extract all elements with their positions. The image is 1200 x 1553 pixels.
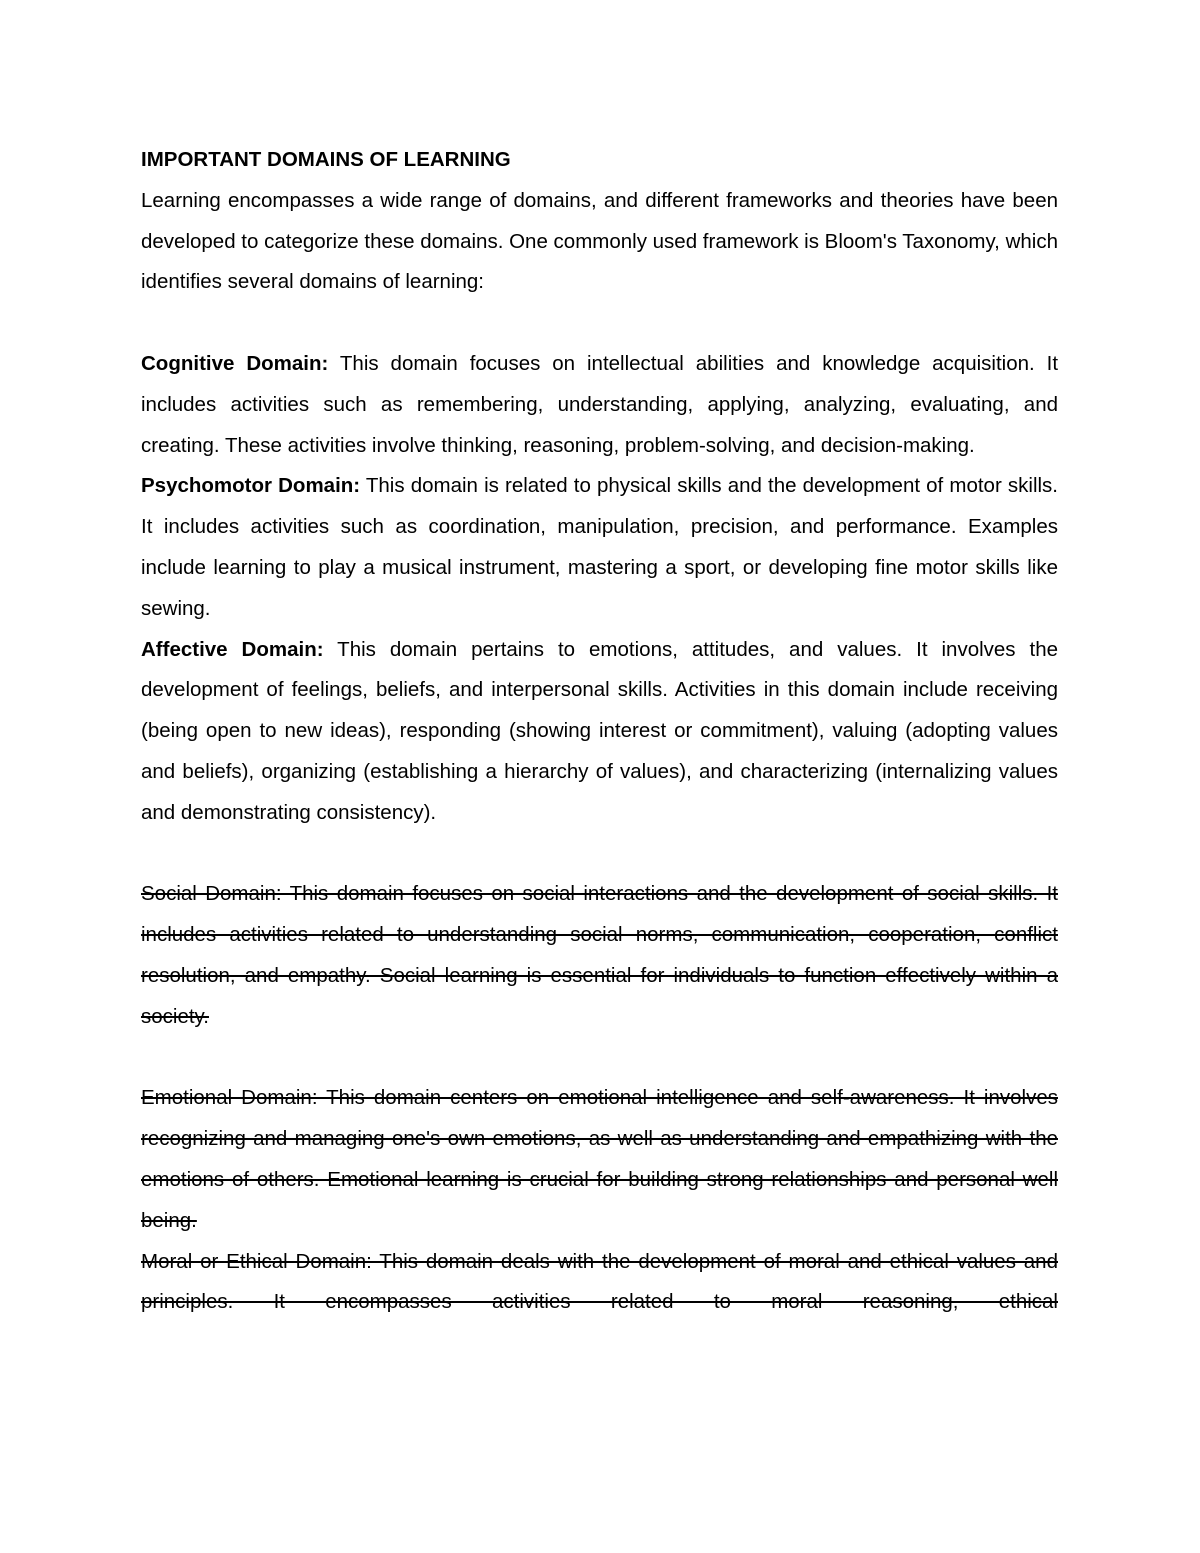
cognitive-domain-term: Cognitive Domain:	[141, 351, 329, 375]
intro-paragraph: Learning encompasses a wide range of domains, and different frameworks and theories have been developed to categorize these domains. One commonly used framework is Bloom's Taxonomy, which identifies several domains of learning:	[141, 188, 1058, 294]
paragraph-spacer	[141, 303, 1058, 344]
document-title: IMPORTANT DOMAINS OF LEARNING	[141, 148, 511, 171]
social-domain-paragraph: Social Domain: This domain focuses on social interactions and the development of social skills. It includes activities related to understanding social norms, communication, cooperation, conflict resolution, and empathy. Social learning is essential for individuals to function effectively within a society.	[141, 882, 1058, 1028]
cognitive-domain-text: This domain focuses on intellectual abilities and knowledge acquisition. It includes activities such as remembering, understanding, applying, analyzing, evaluating, and creating. These activities involve thinking, reasoning, problem-solving, and decision-making.	[141, 351, 1059, 457]
affective-domain-text: This domain pertains to emotions, attitudes, and values. It involves the development of feelings, beliefs, and interpersonal skills. Activities in this domain include receiving (being open to new ideas), responding (showing interest or commitment), valuing (adopting values and beliefs), organizing (establishing a hierarchy of values), and characterizing (internalizing values and demonstrating consistency).	[141, 637, 1059, 824]
cognitive-domain-paragraph	[141, 344, 1058, 466]
paragraph-spacer	[141, 834, 1058, 875]
psychomotor-domain-term: Psychomotor Domain:	[141, 474, 361, 498]
document-page	[141, 140, 1058, 1323]
affective-domain-term: Affective Domain:	[141, 637, 324, 661]
affective-domain-paragraph	[141, 630, 1058, 834]
emotional-domain-paragraph: Emotional Domain: This domain centers on emotional intelligence and self-awareness. It involves recognizing and managing one's own emotions, as well as understanding and empathizing with the emotions of others. Emotional learning is crucial for building strong relationships and personal well being.	[141, 1086, 1058, 1232]
moral-domain-paragraph: Moral or Ethical Domain: This domain deals with the development of moral and ethical values and principles. It encompasses activities related to moral reasoning, ethical	[141, 1249, 1058, 1314]
psychomotor-domain-paragraph	[141, 466, 1058, 629]
psychomotor-domain-text: This domain is related to physical skills and the development of motor skills. It includes activities such as coordination, manipulation, precision, and performance. Examples include learning to play a musical instrument, mastering a sport, or developing fine motor skills like sewing.	[141, 474, 1058, 620]
paragraph-spacer	[141, 1038, 1058, 1079]
